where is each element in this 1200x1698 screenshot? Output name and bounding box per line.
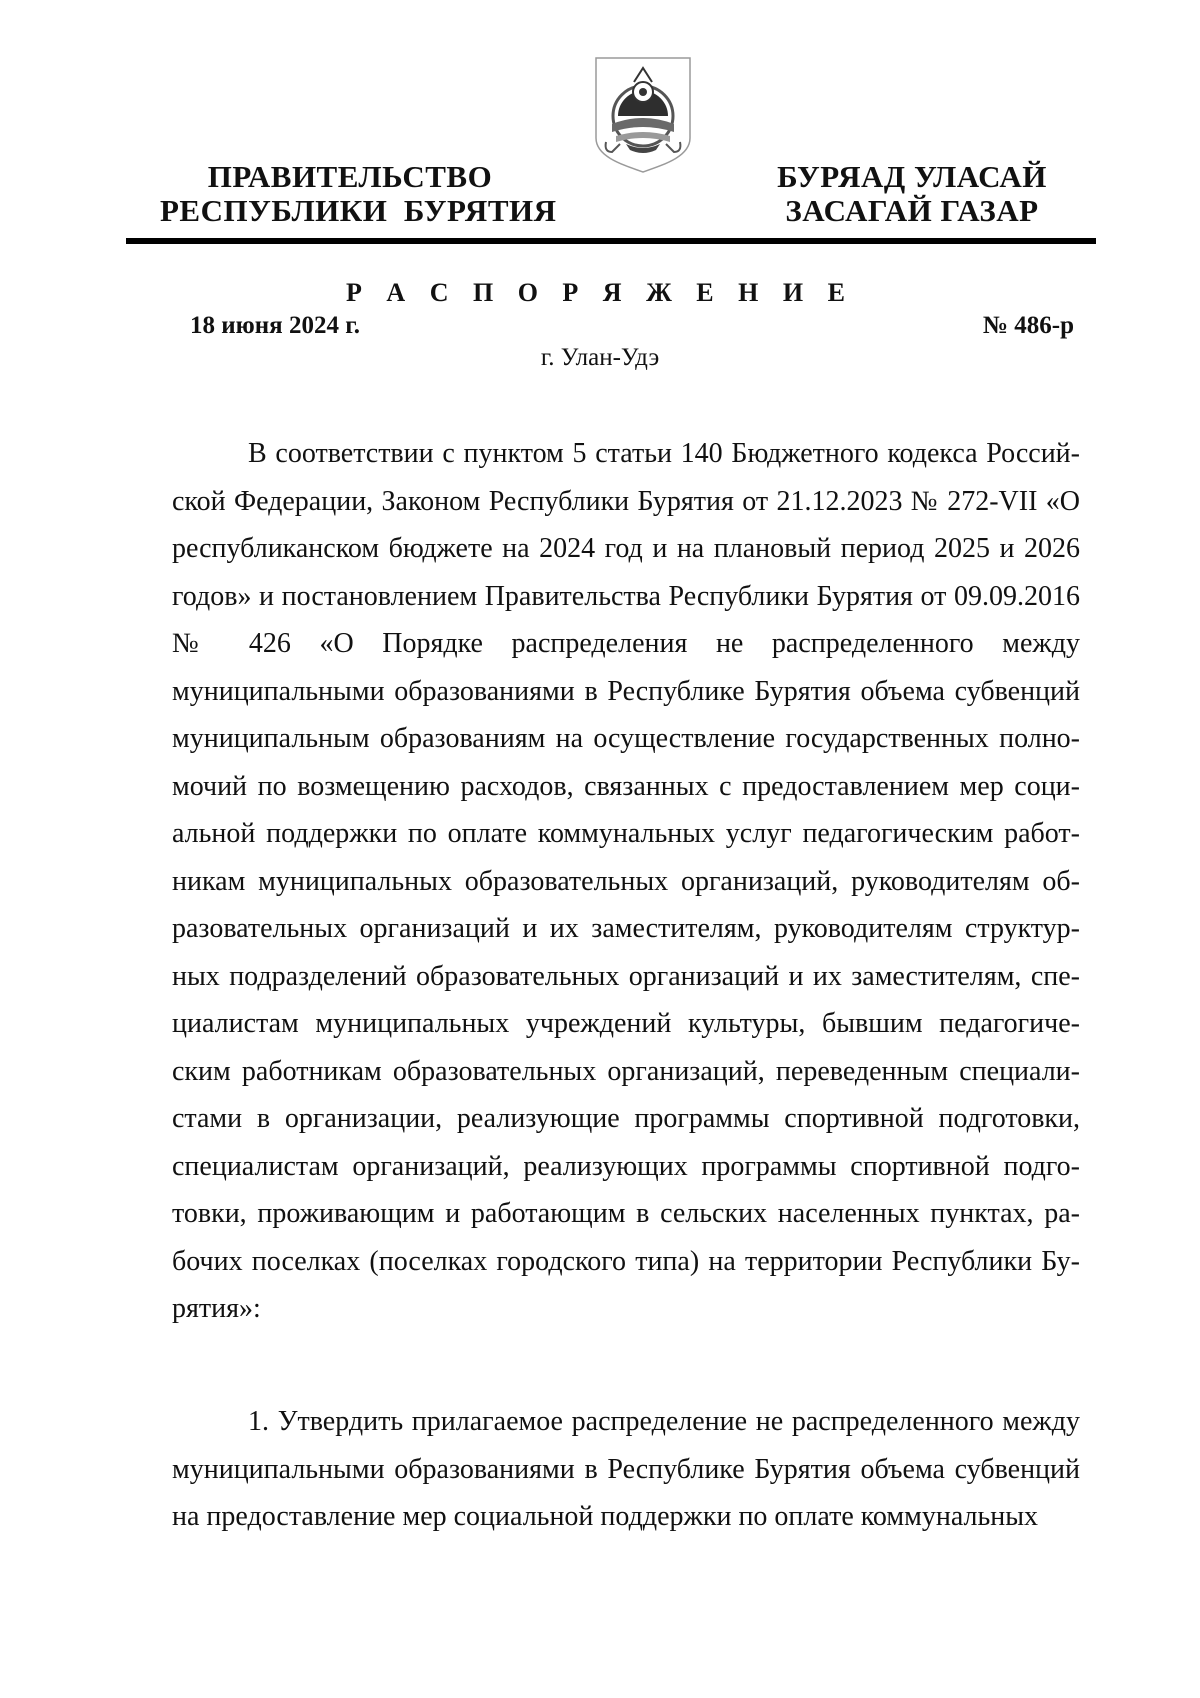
org-left-line2: РЕСПУБЛИКИ БУРЯТИЯ: [160, 193, 557, 228]
org-right-line2: ЗАСАГАЙ ГАЗАР: [785, 193, 1039, 228]
coat-of-arms-icon: [590, 52, 696, 176]
body-paragraph-item-1: 1. Утвердить прилагаемое распределение не распределенного между муниципальными образованиями в Республике Бурятия объема субвенций на предоставление мер социальной поддержки по оплате коммунальных: [172, 1406, 1080, 1532]
document-date: 18 июня 2024 г.: [190, 312, 360, 339]
body-paragraph-intro: В соответствии с пунктом 5 статьи 140 Бюджетного кодекса Российской Федерации, Законом Республики Бурятия от 21.12.2023 № 272-VII «О республиканском бюджете на 2024 год и на плановый период 2025 и 2026 годов» и постановлением Правительства Республики Бурятия от 09.09.2016 № 426 «О Порядке распределения не распределенного между муниципальными образованиями в Республике Бурятия объема субвенций муниципальным образованиям на осуществление государственных полномочий по возмещению расходов, связанных с предоставлением мер социальной поддержки по оплате коммунальных услуг педагогическим работникам муниципальных образовательных организаций, руководителям образовательных организаций и их заместителям, руководителям структурных подразделений образовательных организаций и их заместителям, специалистам муниципальных учреждений культуры, бывшим педагогическим работникам образовательных организаций, переведенным специалистами в организации, реализующие программы спортивной подготовки, специалистам организаций, реализующих программы спортивной подготовки, проживающим и работающим в сельских населенных пунктах, рабочих поселках (поселках городского типа) на территории Республики Бурятия»:: [172, 438, 1080, 1324]
header-divider: [126, 238, 1096, 244]
government-name-russian: [160, 159, 557, 228]
document-number: № 486-р: [982, 312, 1074, 339]
org-left-line1: ПРАВИТЕЛЬСТВО: [207, 159, 493, 194]
document-type: Р А С П О Р Я Ж Е Н И Е: [346, 278, 854, 307]
document-city: г. Улан-Удэ: [540, 344, 660, 371]
government-name-buryat: [752, 160, 1072, 228]
org-right-line1: БУРЯАД УЛАСАЙ: [777, 159, 1047, 194]
